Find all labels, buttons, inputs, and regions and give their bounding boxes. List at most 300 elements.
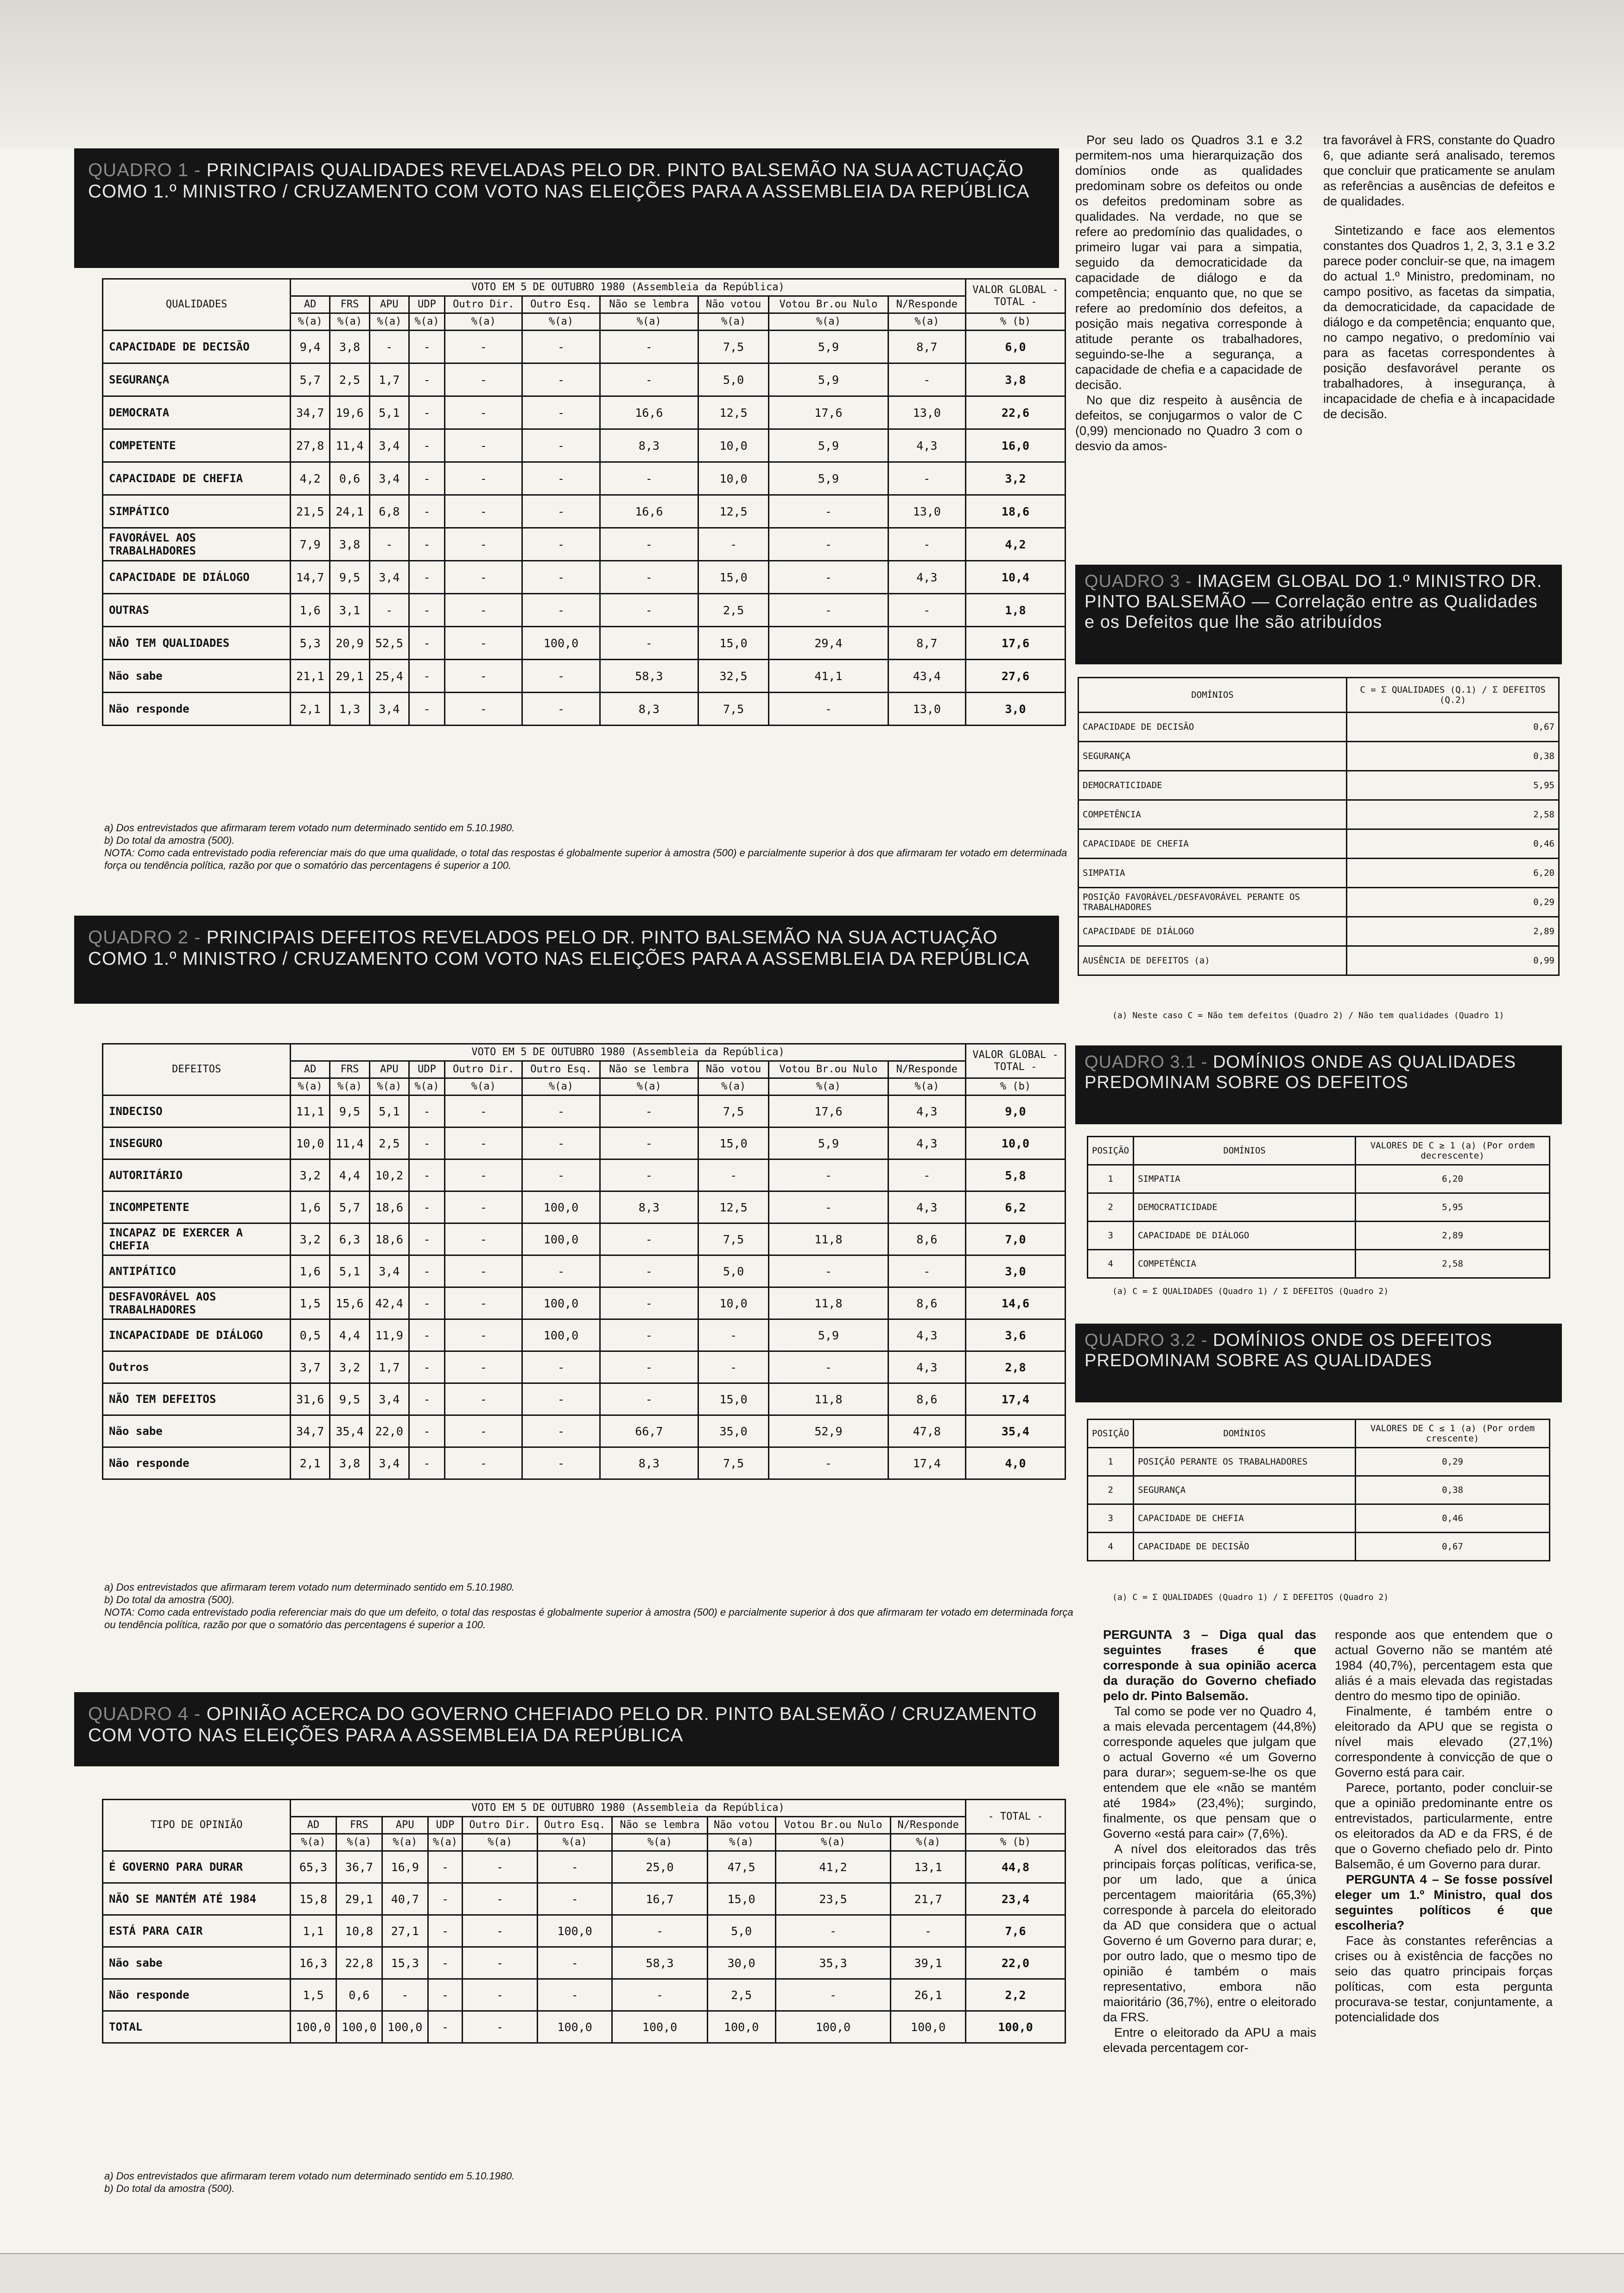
cell-value: 11,4 (330, 1127, 369, 1159)
cell-value: 17,6 (966, 627, 1066, 660)
cell-value: - (409, 396, 444, 429)
cell-value: - (769, 1191, 888, 1223)
unit-cell: %(a) (409, 313, 444, 331)
cell-value: - (409, 1255, 444, 1287)
cell-value: 3,8 (330, 331, 369, 363)
column-header: Votou Br.ou Nulo (769, 1061, 888, 1078)
cell-value: - (409, 1351, 444, 1383)
cell-value: 34,7 (291, 1415, 330, 1447)
cell-value: 42,4 (369, 1287, 409, 1319)
cell-value: 4,4 (330, 1319, 369, 1351)
quadro-3-1-note: (a) C = Σ QUALIDADES (Quadro 1) / Σ DEFEITOS (Quadro 2) (1112, 1287, 1389, 1296)
cell-value: 8,7 (888, 331, 965, 363)
cell-value: 10,0 (698, 1287, 768, 1319)
cell-value: - (445, 363, 522, 396)
note-a: a) Dos entrevistados que afirmaram terem votado num determinado sentido em 5.10.1980. (104, 822, 515, 834)
paragraph: Face às constantes referências a crises ou à existência de facções no seio das quatro principais forças políticas, com esta pergunta procurava-se testar, conjuntamente, a potencialidade dos (1335, 1934, 1553, 2024)
cell-value: 2,2 (966, 1979, 1066, 2011)
position: 2 (1088, 1476, 1134, 1504)
cell-value: - (409, 627, 444, 660)
table-row (103, 396, 1066, 429)
cell-value: 3,8 (330, 1447, 369, 1479)
cell-value: - (600, 1351, 698, 1383)
cell-value: - (769, 561, 888, 594)
unit-cell: %(a) (336, 1834, 382, 1851)
quadro-3-title (1075, 565, 1562, 664)
column-header: VALORES DE C ≤ 1 (a) (Por ordem crescente) (1356, 1420, 1550, 1448)
domain: COMPETÊNCIA (1134, 1250, 1356, 1278)
unit-cell: %(a) (537, 1834, 612, 1851)
cell-value: 18,6 (369, 1191, 409, 1223)
vote-group-header: VOTO EM 5 DE OUTUBRO 1980 (Assembleia da República) (291, 1044, 966, 1061)
quadro-4-number: QUADRO 4 - (88, 1704, 201, 1724)
domain: CAPACIDADE DE DECISÃO (1078, 713, 1347, 742)
cell-value: - (445, 1096, 522, 1127)
cell-value: 20,9 (330, 627, 369, 660)
unit-cell: %(a) (409, 1078, 444, 1096)
header-row (1088, 1420, 1550, 1448)
cell-value: 10,0 (966, 1127, 1066, 1159)
cell-value: 100,0 (522, 627, 600, 660)
cell-value: - (522, 1383, 600, 1415)
row-label: TOTAL (103, 2011, 291, 2043)
table-row (103, 1383, 1066, 1415)
cell-value: - (409, 660, 444, 693)
cell-value: - (445, 495, 522, 528)
cell-value: 6,8 (369, 495, 409, 528)
cell-value: 15,0 (698, 1127, 768, 1159)
row-label: INSEGURO (103, 1127, 291, 1159)
domain: COMPETÊNCIA (1078, 800, 1347, 829)
cell-value: - (409, 331, 444, 363)
cell-value: 15,0 (698, 561, 768, 594)
cell-value: 39,1 (891, 1947, 966, 1979)
table-row (103, 594, 1066, 627)
c-value: 6,20 (1347, 859, 1559, 888)
c-value: 0,67 (1347, 713, 1559, 742)
article-text-bottom-right (1335, 1627, 1553, 2025)
row-label: DESFAVORÁVEL AOS TRABALHADORES (103, 1287, 291, 1319)
cell-value: 23,5 (775, 1883, 891, 1915)
row-label: Não responde (103, 1979, 291, 2011)
cell-value: 22,6 (966, 396, 1066, 429)
cell-value: 3,4 (369, 1447, 409, 1479)
column-header: APU (369, 296, 409, 313)
cell-value: 4,3 (888, 1096, 965, 1127)
unit-cell: %(a) (330, 313, 369, 331)
table-row (103, 693, 1066, 726)
cell-value: - (463, 2011, 538, 2043)
cell-value: - (769, 1351, 888, 1383)
row-label: ANTIPÁTICO (103, 1255, 291, 1287)
cell-value: - (409, 528, 444, 561)
cell-value: - (382, 1979, 428, 2011)
cell-value: 2,1 (291, 1447, 330, 1479)
table-row (103, 1191, 1066, 1223)
cell-value: 18,6 (369, 1223, 409, 1255)
unit-cell: %(a) (698, 1078, 768, 1096)
cell-value: 7,9 (291, 528, 330, 561)
cell-value: 100,0 (522, 1319, 600, 1351)
cell-value: - (888, 528, 965, 561)
cell-value: - (369, 594, 409, 627)
domain: DEMOCRATICIDADE (1134, 1193, 1356, 1222)
table-row (1078, 800, 1559, 829)
cell-value: 4,2 (966, 528, 1066, 561)
table-row (1088, 1250, 1550, 1278)
cell-value: - (409, 462, 444, 495)
cell-value: - (409, 1159, 444, 1191)
cell-value: - (445, 693, 522, 726)
cell-value: 5,3 (291, 627, 330, 660)
cell-value: - (445, 1319, 522, 1351)
cell-value: - (445, 462, 522, 495)
cell-value: 47,8 (888, 1415, 965, 1447)
cell-value: 29,1 (330, 660, 369, 693)
unit-cell: %(a) (775, 1834, 891, 1851)
table-row (1078, 946, 1559, 975)
column-header: N/Responde (888, 296, 965, 313)
table-row (1088, 1165, 1550, 1193)
cell-value: 8,3 (600, 429, 698, 462)
column-header: APU (382, 1817, 428, 1834)
cell-value: 2,5 (369, 1127, 409, 1159)
quadro-3-2-number: QUADRO 3.2 - (1085, 1331, 1208, 1350)
cell-value: - (409, 429, 444, 462)
row-label: É GOVERNO PARA DURAR (103, 1851, 291, 1883)
cell-value: 10,0 (291, 1127, 330, 1159)
column-header: Não votou (707, 1817, 775, 1834)
cell-value: 22,0 (369, 1415, 409, 1447)
cell-value: 13,0 (888, 495, 965, 528)
column-header: Não votou (698, 296, 768, 313)
cell-value: - (537, 1947, 612, 1979)
cell-value: - (445, 627, 522, 660)
cell-value: - (409, 1287, 444, 1319)
cell-value: 13,0 (888, 693, 965, 726)
cell-value: - (600, 1319, 698, 1351)
table-row (1078, 917, 1559, 946)
cell-value: - (409, 1191, 444, 1223)
quadro-2-notes (104, 1581, 1078, 1631)
paragraph: A nível dos eleitorados das três principais forças políticas, verifica-se, por um lado, que a única percentagem maioritária (65,3%) corresponde à parcela do eleitorado da AD que considera que o actual Governo é um Governo para durar; e, por outro lado, que o mesmo tipo de opinião é também o mais representativo, embora não maioritário (36,7%), entre o eleitorado da FRS. (1103, 1842, 1316, 2024)
cell-value: 3,6 (966, 1319, 1066, 1351)
cell-value: 8,6 (888, 1223, 965, 1255)
cell-value: 8,3 (600, 1191, 698, 1223)
cell-value: - (522, 331, 600, 363)
quadro-3-1-title-text: DOMÍNIOS ONDE AS QUALIDADES PREDOMINAM SOBRE OS DEFEITOS (1085, 1052, 1516, 1092)
quadro-1-table (102, 278, 1066, 726)
table-row (1088, 1533, 1550, 1561)
paragraph: Por seu lado os Quadros 3.1 e 3.2 permitem-nos uma hierarquização dos domínios onde as qualidades predominam sobre os defeitos ou onde os defeitos predominam sobre as qualidades. Na verdade, no que se refere ao predomínio das qualidades, o primeiro lugar vai para a simpatia, seguido da democraticidade da capacidade de diálogo e da competência; enquanto que, no que se refere ao predomínio dos defeitos, a posição mais negativa corresponde à atitude perante os trabalhadores, seguindo-se-lhe a segurança, a capacidade de chefia e a capacidade de decisão. (1075, 133, 1302, 392)
first-column-header: DEFEITOS (103, 1044, 291, 1096)
cell-value: - (891, 1915, 966, 1947)
header-row (103, 279, 1066, 296)
cell-value: 32,5 (698, 660, 768, 693)
cell-value: 47,5 (707, 1851, 775, 1883)
cell-value: 3,7 (291, 1351, 330, 1383)
cell-value: 3,4 (369, 462, 409, 495)
cell-value: - (445, 594, 522, 627)
cell-value: 3,2 (291, 1159, 330, 1191)
cell-value: 35,0 (698, 1415, 768, 1447)
cell-value: 2,1 (291, 693, 330, 726)
cell-value: 16,6 (600, 396, 698, 429)
cell-value: 5,9 (769, 1319, 888, 1351)
cell-value: 15,8 (291, 1883, 336, 1915)
cell-value: 2,5 (707, 1979, 775, 2011)
c-value: 0,29 (1347, 888, 1559, 917)
position: 4 (1088, 1250, 1134, 1278)
cell-value: 17,6 (769, 396, 888, 429)
column-header: Votou Br.ou Nulo (775, 1817, 891, 1834)
cell-value: - (445, 1191, 522, 1223)
quadro-1-notes (104, 822, 1078, 872)
cell-value: - (409, 363, 444, 396)
cell-value: 2,5 (330, 363, 369, 396)
cell-value: 15,0 (707, 1883, 775, 1915)
vote-group-header: VOTO EM 5 DE OUTUBRO 1980 (Assembleia da República) (291, 1800, 966, 1817)
cell-value: 1,6 (291, 1191, 330, 1223)
column-header: Outro Esq. (522, 296, 600, 313)
domains-header: DOMÍNIOS (1078, 678, 1347, 713)
global-total-header: VALOR GLOBAL - TOTAL - (966, 279, 1066, 313)
header-row (1088, 1137, 1550, 1165)
cell-value: - (698, 528, 768, 561)
position: 2 (1088, 1193, 1134, 1222)
column-header: Não se lembra (600, 1061, 698, 1078)
table-row (1088, 1504, 1550, 1533)
unit-cell: %(a) (600, 1078, 698, 1096)
cell-value: - (409, 1096, 444, 1127)
global-total-header: - TOTAL - (966, 1800, 1066, 1834)
cell-value: 11,9 (369, 1319, 409, 1351)
cell-value: 21,1 (291, 660, 330, 693)
note-a: a) Dos entrevistados que afirmaram terem votado num determinado sentido em 5.10.1980. (104, 1581, 515, 1593)
cell-value: - (428, 1947, 463, 1979)
quadro-3-2-note: (a) C = Σ QUALIDADES (Quadro 1) / Σ DEFEITOS (Quadro 2) (1112, 1592, 1389, 1602)
cell-value: 1,6 (291, 1255, 330, 1287)
vote-group-header: VOTO EM 5 DE OUTUBRO 1980 (Assembleia da República) (291, 279, 966, 296)
table-row (1078, 859, 1559, 888)
question-4-heading: PERGUNTA 4 – Se fosse possível eleger um 1.º Ministro, qual dos seguintes políticos é que escolheria? (1335, 1873, 1553, 1932)
cell-value: 4,3 (888, 1191, 965, 1223)
first-column-header: TIPO DE OPINIÃO (103, 1800, 291, 1851)
unit-cell: %(a) (369, 313, 409, 331)
cell-value: - (409, 1319, 444, 1351)
cell-value: 11,1 (291, 1096, 330, 1127)
row-label: Não responde (103, 1447, 291, 1479)
cell-value: - (522, 462, 600, 495)
cell-value: - (769, 528, 888, 561)
cell-value: - (445, 429, 522, 462)
cell-value: 27,6 (966, 660, 1066, 693)
paragraph: responde aos que entendem que o actual Governo não se mantém até 1984 (40,7%), percentagem esta que aliás é a mais elevada das registadas dentro do mesmo tipo de opinião. (1335, 1628, 1553, 1703)
row-label: Não sabe (103, 660, 291, 693)
cell-value: 4,3 (888, 1319, 965, 1351)
cell-value: - (463, 1915, 538, 1947)
cell-value: - (522, 1096, 600, 1127)
quadro-2-title-text: PRINCIPAIS DEFEITOS REVELADOS PELO DR. PINTO BALSEMÃO NA SUA ACTUAÇÃO COMO 1.º MINISTRO / CRUZAMENTO COM VOTO NAS ELEIÇÕES PARA A ASSEMBLEIA DA REPÚBLICA (88, 927, 1030, 969)
row-label: INCAPAZ DE EXERCER A CHEFIA (103, 1223, 291, 1255)
cell-value: 8,6 (888, 1383, 965, 1415)
column-header: Não se lembra (600, 296, 698, 313)
cell-value: 10,0 (698, 462, 768, 495)
cell-value: 3,4 (369, 561, 409, 594)
cell-value: - (522, 693, 600, 726)
cell-value: 5,1 (369, 1096, 409, 1127)
cell-value: 65,3 (291, 1851, 336, 1883)
note-a: a) Dos entrevistados que afirmaram terem votado num determinado sentido em 5.10.1980. (104, 2170, 515, 2182)
scan-top-margin (0, 0, 1624, 148)
table-row (103, 1096, 1066, 1127)
table-row (103, 1883, 1066, 1915)
quadro-3-number: QUADRO 3 - (1085, 572, 1192, 591)
table-row (1078, 829, 1559, 859)
cell-value: - (445, 1447, 522, 1479)
cell-value: 22,0 (966, 1947, 1066, 1979)
unit-cell: %(a) (291, 1834, 336, 1851)
column-header: Não se lembra (612, 1817, 707, 1834)
table-row (103, 363, 1066, 396)
quadro-2-title (74, 916, 1059, 1004)
cell-value: 3,4 (369, 693, 409, 726)
quadro-1-title (74, 148, 1059, 268)
note-nota: NOTA: Como cada entrevistado podia referenciar mais do que um defeito, o total das respostas é globalmente superior à amostra (500) e parcialmente superior à dos que afirmaram ter votado em determinada força ou tendência política, razão por que o somatório das percentagens é superior a 100. (104, 1606, 1073, 1631)
cell-value: 31,6 (291, 1383, 330, 1415)
position: 4 (1088, 1533, 1134, 1561)
cell-value: - (775, 1979, 891, 2011)
cell-value: 15,3 (382, 1947, 428, 1979)
cell-value: 1,5 (291, 1287, 330, 1319)
cell-value: 18,6 (966, 495, 1066, 528)
cell-value: - (769, 1159, 888, 1191)
unit-cell: %(a) (769, 313, 888, 331)
row-label: AUTORITÁRIO (103, 1159, 291, 1191)
cell-value: 16,0 (966, 429, 1066, 462)
cell-value: - (600, 363, 698, 396)
cell-value: - (445, 396, 522, 429)
cell-value: 5,1 (330, 1255, 369, 1287)
row-label: CAPACIDADE DE DIÁLOGO (103, 561, 291, 594)
c-value: 6,20 (1356, 1165, 1550, 1193)
header-row (103, 1800, 1066, 1817)
c-value: 0,99 (1347, 946, 1559, 975)
table-row (1088, 1222, 1550, 1250)
cell-value: 6,0 (966, 331, 1066, 363)
cell-value: 5,1 (369, 396, 409, 429)
cell-value: - (409, 594, 444, 627)
row-label: Não responde (103, 693, 291, 726)
global-total-header: VALOR GLOBAL - TOTAL - (966, 1044, 1066, 1078)
cell-value: 44,8 (966, 1851, 1066, 1883)
cell-value: - (369, 331, 409, 363)
unit-cell: %(a) (369, 1078, 409, 1096)
paragraph: No que diz respeito à ausência de defeitos, se conjugarmos o valor de C (0,99) mencionado no Quadro 3 com o desvio da amos- (1075, 393, 1302, 453)
cell-value: - (409, 561, 444, 594)
cell-value: 1,7 (369, 1351, 409, 1383)
cell-value: - (600, 1223, 698, 1255)
cell-value: 17,4 (888, 1447, 965, 1479)
cell-value: 9,4 (291, 331, 330, 363)
cell-value: 13,0 (888, 396, 965, 429)
cell-value: - (522, 1415, 600, 1447)
domain: CAPACIDADE DE CHEFIA (1134, 1504, 1356, 1533)
cell-value: 10,4 (966, 561, 1066, 594)
cell-value: 7,5 (698, 1447, 768, 1479)
column-header: APU (369, 1061, 409, 1078)
cell-value: 5,9 (769, 429, 888, 462)
cell-value: - (409, 1223, 444, 1255)
domain: SEGURANÇA (1078, 742, 1347, 771)
cell-value: 7,0 (966, 1223, 1066, 1255)
column-header: DOMÍNIOS (1134, 1420, 1356, 1448)
cell-value: - (463, 1947, 538, 1979)
cell-value: - (522, 561, 600, 594)
cell-value: - (445, 528, 522, 561)
cell-value: 5,9 (769, 363, 888, 396)
table-row (103, 1351, 1066, 1383)
cell-value: 4,0 (966, 1447, 1066, 1479)
cell-value: 41,1 (769, 660, 888, 693)
paragraph: Entre o eleitorado da APU a mais elevada percentagem cor- (1103, 2025, 1316, 2055)
cell-value: - (522, 1159, 600, 1191)
unit-cell: %(a) (707, 1834, 775, 1851)
cell-value: - (409, 1415, 444, 1447)
cell-value: - (463, 1883, 538, 1915)
column-header: POSIÇÃO (1088, 1420, 1134, 1448)
cell-value: 9,5 (330, 1096, 369, 1127)
paragraph: Finalmente, é também entre o eleitorado da APU que se regista o nível mais elevado (27,1%) correspondente à convicção de que o Governo está para cair. (1335, 1704, 1553, 1779)
column-header: Outro Esq. (537, 1817, 612, 1834)
cell-value: 7,6 (966, 1915, 1066, 1947)
cell-value: 1,1 (291, 1915, 336, 1947)
quadro-4-table (102, 1799, 1066, 2044)
domain: SIMPATIA (1078, 859, 1347, 888)
quadro-2-number: QUADRO 2 - (88, 927, 201, 948)
unit-cell: %(a) (891, 1834, 966, 1851)
row-label: Não sabe (103, 1947, 291, 1979)
cell-value: 11,8 (769, 1223, 888, 1255)
cell-value: 21,5 (291, 495, 330, 528)
row-label: NÃO TEM DEFEITOS (103, 1383, 291, 1415)
cell-value: 66,7 (600, 1415, 698, 1447)
cell-value: 14,7 (291, 561, 330, 594)
quadro-1-number: QUADRO 1 - (88, 160, 201, 180)
cell-value: 30,0 (707, 1947, 775, 1979)
quadro-3-1-number: QUADRO 3.1 - (1085, 1052, 1208, 1072)
quadro-4-title (74, 1692, 1059, 1766)
cell-value: 1,6 (291, 594, 330, 627)
cell-value: - (522, 495, 600, 528)
table-row (1078, 713, 1559, 742)
domain: CAPACIDADE DE DECISÃO (1134, 1533, 1356, 1561)
table-row (1078, 771, 1559, 800)
note-b: b) Do total da amostra (500). (104, 834, 235, 846)
cell-value: 5,0 (698, 363, 768, 396)
cell-value: 4,2 (291, 462, 330, 495)
article-text-top-left (1075, 133, 1302, 454)
row-label: Não sabe (103, 1415, 291, 1447)
cell-value: 0,6 (336, 1979, 382, 2011)
table-row (103, 495, 1066, 528)
table-row (103, 660, 1066, 693)
cell-value: 11,8 (769, 1383, 888, 1415)
cell-value: - (445, 1255, 522, 1287)
quadro-3-2-title-text: DOMÍNIOS ONDE OS DEFEITOS PREDOMINAM SOBRE AS QUALIDADES (1085, 1331, 1492, 1370)
table-row (103, 1979, 1066, 2011)
cell-value: 7,5 (698, 331, 768, 363)
